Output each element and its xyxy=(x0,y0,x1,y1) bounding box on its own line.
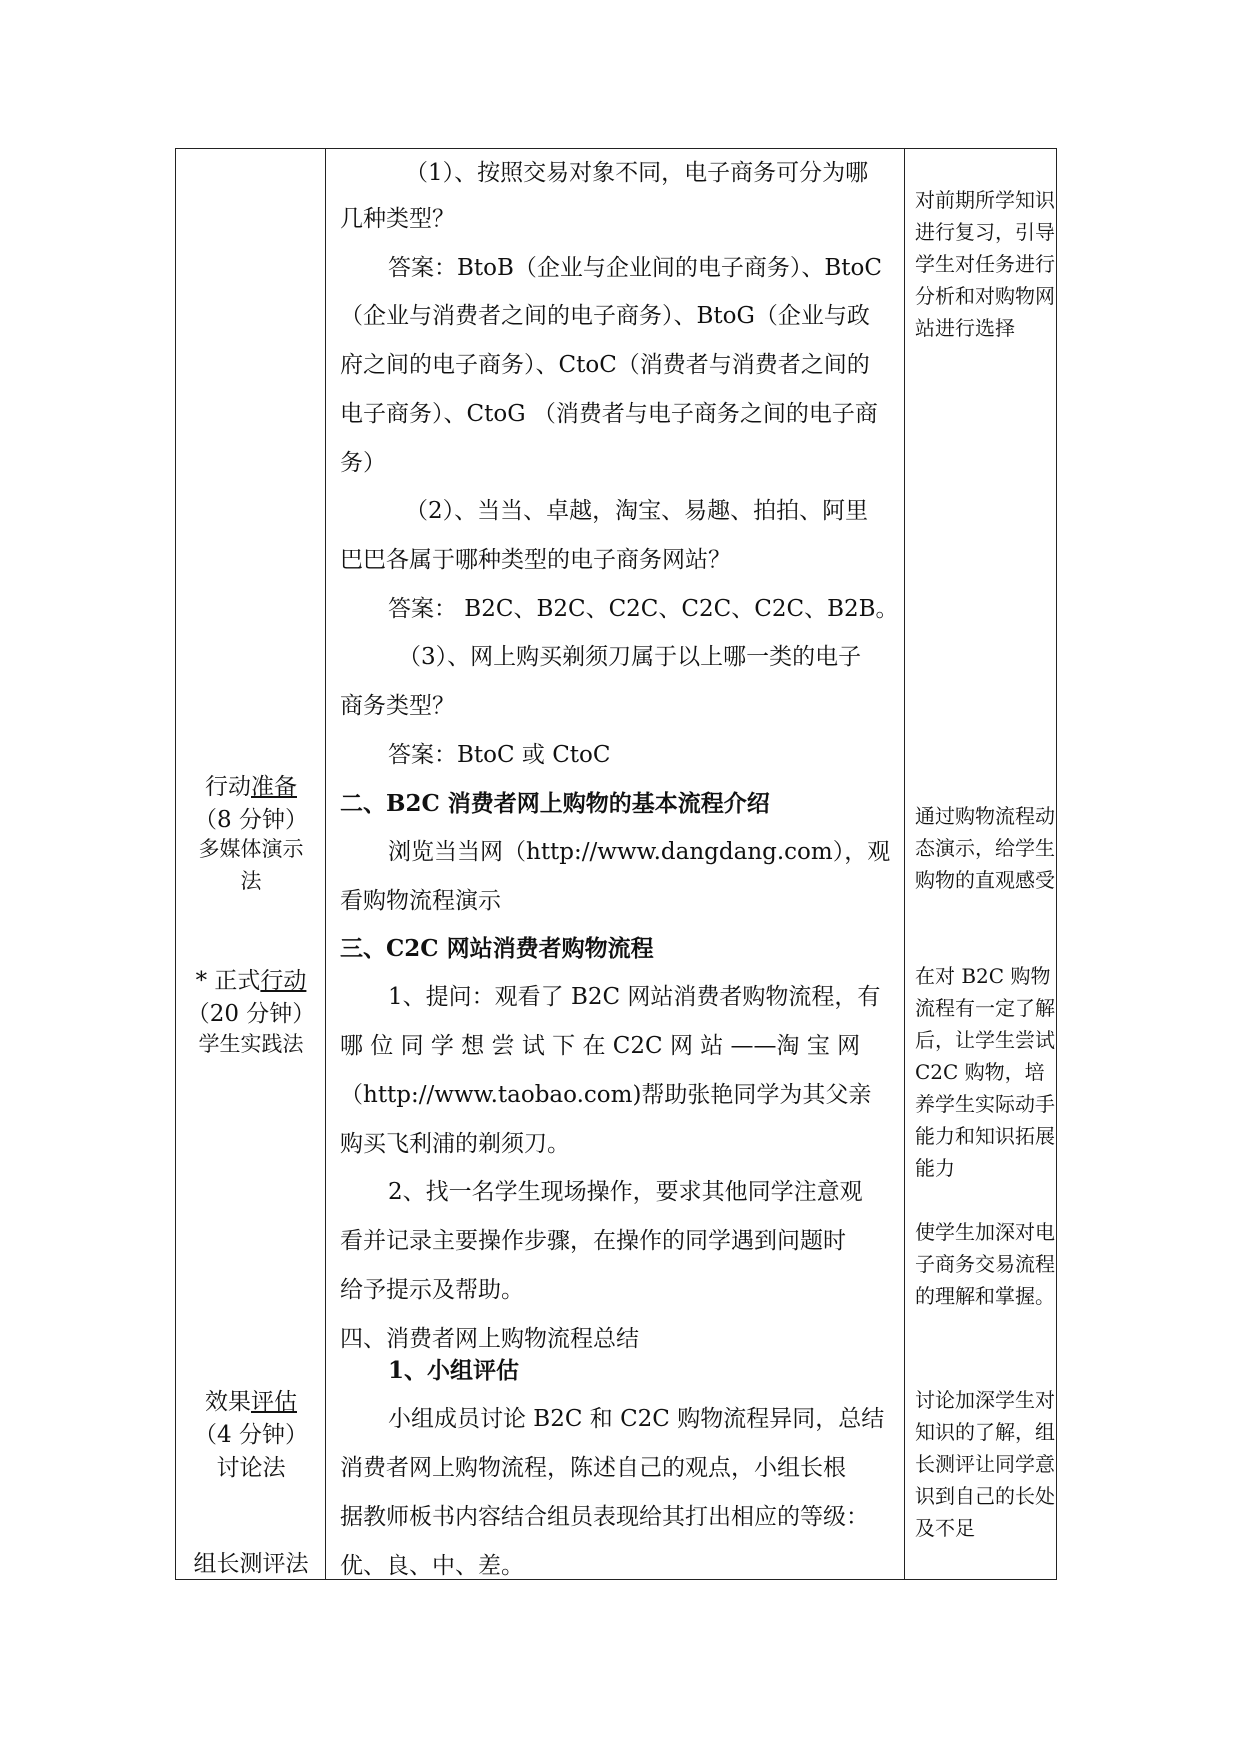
answer-1-line-2: （企业与消费者之间的电子商务）、BtoG（企业与政 xyxy=(340,303,870,329)
section-3-line-2: 哪 位 同 学 想 尝 试 下 在 C2C 网 站 ——淘 宝 网 xyxy=(340,1033,861,1059)
section-2-line-2: 看购物流程演示 xyxy=(340,888,501,914)
note-understanding: 使学生加深对电子商务交易流程的理解和掌握。 xyxy=(915,1220,1055,1308)
answer-2: 答案： B2C、B2C、C2C、C2C、C2C、B2B。 xyxy=(388,596,899,622)
column-divider-left xyxy=(325,148,326,1580)
section-4-subheading: 1、小组评估 xyxy=(388,1357,520,1384)
answer-1-line-3: 府之间的电子商务）、CtoC（消费者与消费者之间的 xyxy=(340,352,870,378)
phase-eval-time: （4 分钟） xyxy=(194,1422,308,1448)
question-3-line-2: 商务类型？ xyxy=(340,693,455,719)
phase-prep-time: （8 分钟） xyxy=(194,807,308,833)
section-4-line-4: 优、良、中、差。 xyxy=(340,1553,524,1579)
section-4-line-2: 消费者网上购物流程，陈述自己的观点，小组长根 xyxy=(340,1455,846,1481)
section-heading-4: 四、消费者网上购物流程总结 xyxy=(340,1326,639,1352)
note-practice: 在对 B2C 购物流程有一定了解后，让学生尝试 C2C 购物，培养学生实际动手能力和知识拓展能力 xyxy=(915,964,1055,1180)
column-divider-right xyxy=(904,148,905,1580)
section-2-line-1: 浏览当当网（http://www.dangdang.com），观 xyxy=(388,839,891,865)
section-3b-line-2: 看并记录主要操作步骤，在操作的同学遇到问题时 xyxy=(340,1228,846,1254)
question-2-line-1: （2）、当当、卓越，淘宝、易趣、拍拍、阿里 xyxy=(405,498,869,524)
phase-eval-title: 效果评估 xyxy=(205,1389,297,1415)
phase-prep-method-2: 法 xyxy=(240,869,262,893)
answer-1-line-1: 答案：BtoB（企业与企业间的电子商务）、BtoC xyxy=(388,255,882,281)
phase-prep-title: 行动准备 xyxy=(205,774,297,800)
phase-prep-method-1: 多媒体演示 xyxy=(198,837,304,861)
section-3b-line-1: 2、找一名学生现场操作，要求其他同学注意观 xyxy=(388,1179,863,1205)
question-2-line-2: 巴巴各属于哪种类型的电子商务网站？ xyxy=(340,547,731,573)
phase-action-method: 学生实践法 xyxy=(198,1032,304,1056)
section-4-line-3: 据教师板书内容结合组员表现给其打出相应的等级： xyxy=(340,1504,869,1530)
section-3-line-3: （http://www.taobao.com)帮助张艳同学为其父亲 xyxy=(340,1082,872,1108)
note-demo: 通过购物流程动态演示，给学生购物的直观感受 xyxy=(915,804,1055,892)
answer-1-line-5: 务） xyxy=(340,450,386,476)
question-1-line-2: 几种类型？ xyxy=(340,206,455,232)
note-review: 对前期所学知识进行复习，引导学生对任务进行分析和对购物网站进行选择 xyxy=(915,188,1055,340)
answer-1-line-4: 电子商务）、CtoG （消费者与电子商务之间的电子商 xyxy=(340,401,878,427)
section-3-line-4: 购买飞利浦的剃须刀。 xyxy=(340,1131,570,1157)
phase-action-title: * 正式行动 xyxy=(195,968,307,994)
phase-eval-method: 讨论法 xyxy=(216,1455,286,1481)
note-discussion: 讨论加深学生对知识的了解，组长测评让同学意识到自己的长处及不足 xyxy=(915,1388,1055,1540)
section-4-line-1: 小组成员讨论 B2C 和 C2C 购物流程异同，总结 xyxy=(388,1406,885,1432)
question-3-line-1: （3）、网上购买剃须刀属于以上哪一类的电子 xyxy=(398,644,862,670)
phase-action-time: （20 分钟） xyxy=(186,1001,316,1027)
section-3b-line-3: 给予提示及帮助。 xyxy=(340,1277,524,1303)
question-1-line-1: （1）、按照交易对象不同，电子商务可分为哪 xyxy=(405,160,869,186)
section-heading-3: 三、C2C 网站消费者购物流程 xyxy=(340,935,654,962)
section-3-line-1: 1、提问：观看了 B2C 网站消费者购物流程，有 xyxy=(388,984,881,1010)
phase-leader-method: 组长测评法 xyxy=(193,1551,309,1577)
section-heading-2: 二、B2C 消费者网上购物的基本流程介绍 xyxy=(340,790,770,817)
answer-3: 答案：BtoC 或 CtoC xyxy=(388,742,611,768)
